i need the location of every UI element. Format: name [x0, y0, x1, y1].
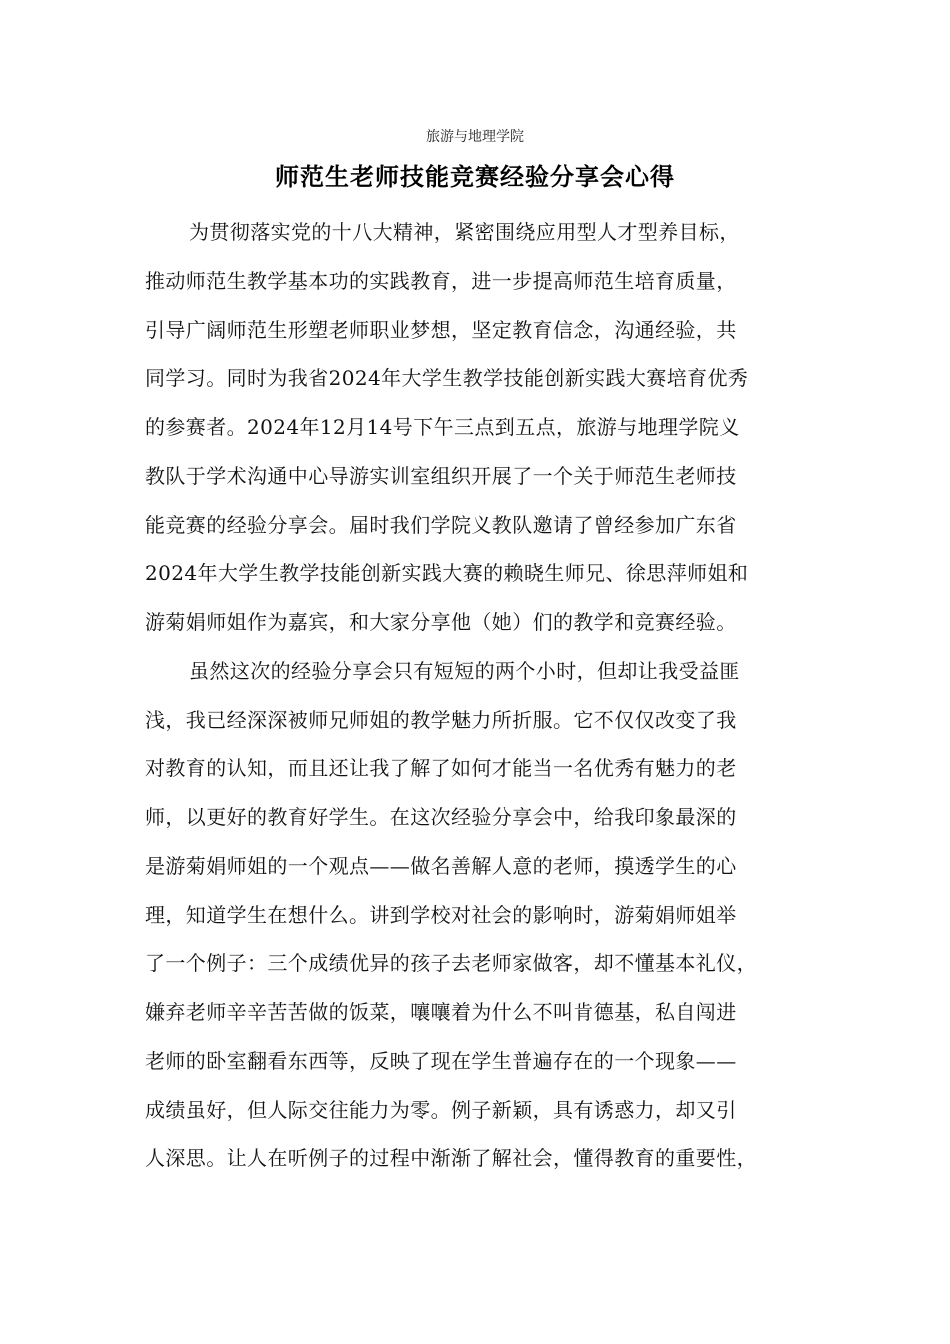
paragraph-line: 浅，我已经深深被师兄师姐的教学魅力所折服。它不仅仅改变了我	[145, 707, 737, 732]
paragraph-line: 对教育的认知，而且还让我了解了如何才能当一名优秀有魅力的老	[145, 756, 737, 781]
paragraph-line: 师，以更好的教育好学生。在这次经验分享会中，给我印象最深的	[145, 805, 737, 829]
paragraph	[145, 647, 805, 1183]
paragraph-line: 虽然这次的经验分享会只有短短的两个小时，但却让我受益匪	[189, 658, 740, 683]
paragraph-line: 推动师范生教学基本功的实践教育，进一步提高师范生培育质量，	[145, 268, 737, 293]
paragraph-line: 教队于学术沟通中心导游实训室组织开展了一个关于师范生老师技	[145, 463, 737, 488]
paragraph-line: 理，知道学生在想什么。讲到学校对社会的影响时，游菊娟师姐举	[145, 902, 737, 927]
paragraph-line: 引导广阔师范生形塑老师职业梦想，坚定教育信念，沟通经验，共	[145, 317, 737, 342]
paragraph-line: 嫌弃老师辛辛苦苦做的饭菜，嚷嚷着为什么不叫肯德基，私自闯进	[145, 1000, 737, 1024]
paragraph-line: 游菊娟师姐作为嘉宾，和大家分享他（她）们的教学和竞赛经验。	[145, 610, 737, 634]
page-header: 旅游与地理学院	[426, 129, 524, 145]
paragraph-line: 2024年大学生教学技能创新实践大赛的赖晓生师兄、徐思萍师姐和	[145, 561, 749, 586]
paragraph-line: 老师的卧室翻看东西等，反映了现在学生普遍存在的一个现象——	[145, 1048, 737, 1073]
paragraph-line: 同学习。同时为我省2024年大学生教学技能创新实践大赛培育优秀	[145, 366, 749, 391]
paragraph-line: 能竞赛的经验分享会。届时我们学院义教队邀请了曾经参加广东省	[145, 512, 737, 537]
paragraph-line: 是游菊娟师姐的一个观点——做名善解人意的老师，摸透学生的心	[145, 853, 737, 878]
paragraph-line: 了一个例子：三个成绩优异的孩子去老师家做客，却不懂基本礼仪，	[145, 951, 757, 976]
paragraph-line: 的参赛者。2024年12月14号下午三点到五点，旅游与地理学院义	[145, 415, 740, 439]
document-title: 师范生老师技能竞赛经验分享会心得	[275, 162, 675, 191]
paragraph-line: 为贯彻落实党的十八大精神，紧密围绕应用型人才型养目标，	[189, 220, 740, 244]
paragraph	[145, 208, 805, 647]
paragraph-line: 人深思。让人在听例子的过程中渐渐了解社会，懂得教育的重要性，	[145, 1146, 757, 1171]
document-body	[145, 208, 805, 1183]
paragraph-line: 成绩虽好，但人际交往能力为零。例子新颖，具有诱惑力，却又引	[145, 1097, 737, 1122]
